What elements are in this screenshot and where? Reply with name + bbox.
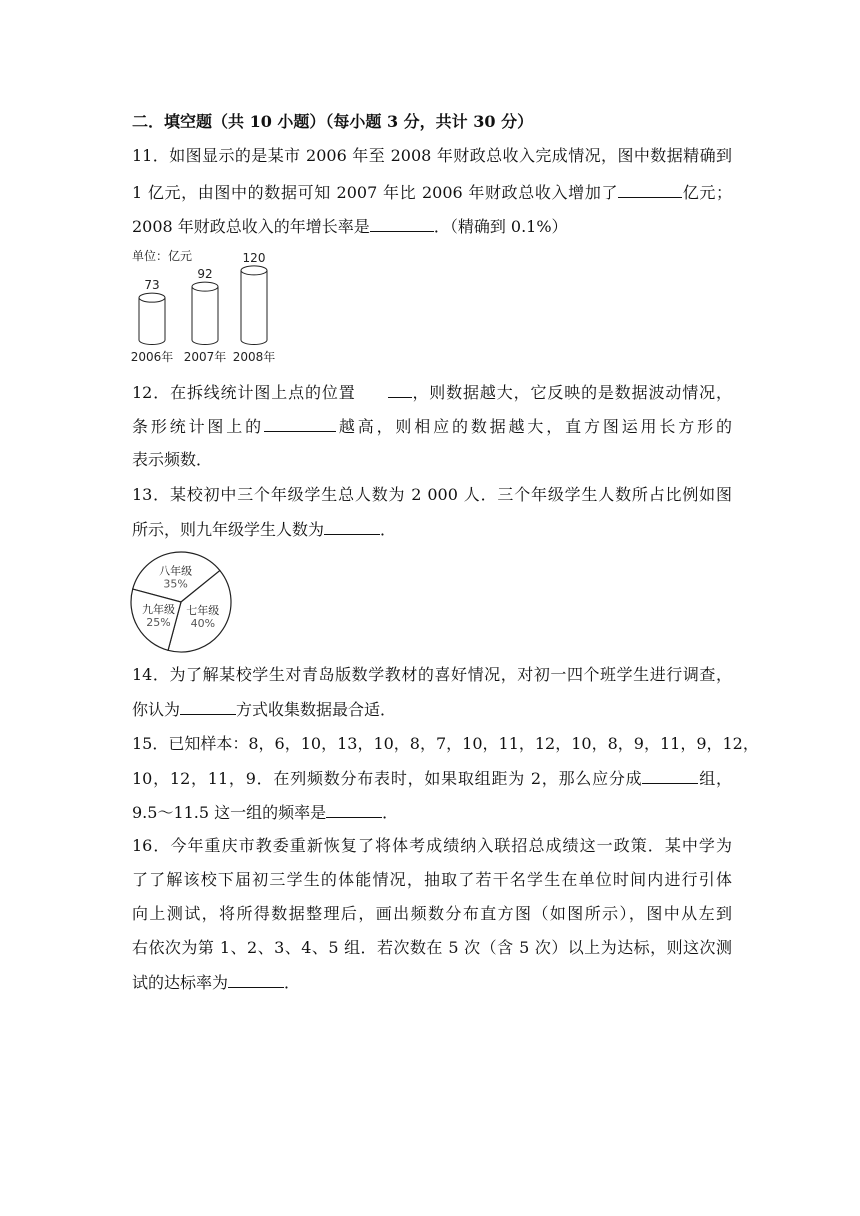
- q12-line-2-end: 越高，则相应的数据越大，直方图运用长方形的: [336, 417, 732, 436]
- q16-line-2: 了了解该校下届初三学生的体能情况，抽取了若干名学生在单位时间内进行引体: [132, 870, 732, 889]
- q11-answer-blank-2: [370, 214, 434, 232]
- q16-line-1: 16．今年重庆市教委重新恢复了将体考成绩纳入联招总成绩这一政策．某中学为: [132, 836, 732, 855]
- q15-answer-blank-2: [326, 800, 382, 818]
- q16-line-5-end: ．: [284, 973, 301, 992]
- section-heading: 二．填空题（共 10 小题）（每小题 3 分，共计 30 分）: [132, 112, 534, 131]
- q13-line-2-end: ．: [380, 520, 397, 539]
- q14-answer-blank: [180, 697, 236, 715]
- q11-line-2-end: 亿元；: [682, 183, 732, 202]
- q15-line-3: [132, 800, 732, 825]
- pie-group: [131, 552, 231, 652]
- cylinder-bar-2006年: [139, 293, 165, 344]
- q11-line-1: 11．如图显示的是某市 2006 年至 2008 年财政总收入完成情况，图中数据精确到: [132, 146, 732, 165]
- q15-line-2: [132, 766, 732, 791]
- q13-line-2: [132, 517, 732, 542]
- q13-line-2-text: 所示，则九年级学生人数为: [132, 520, 325, 539]
- q12-answer-blank-1: [388, 380, 412, 398]
- q13-answer-blank: [324, 517, 380, 535]
- q16-answer-blank: [228, 970, 284, 988]
- q11-line-3: [132, 214, 732, 239]
- q11-line-3-end: ．（精确到 0.1%）: [433, 217, 568, 236]
- revenue-cylinder-chart: [126, 244, 296, 372]
- cylinder-category-label: 2007年: [183, 350, 227, 364]
- q12-answer-blank-2: [264, 414, 336, 432]
- q12-line-2-text: 条形统计图上的: [132, 417, 264, 436]
- cylinder-value-label: 120: [242, 250, 266, 265]
- pie-slice-percent: 40%: [190, 617, 216, 631]
- q16-line-5-text: 试的达标率为: [132, 973, 229, 992]
- cylinder-bar-2007年: [192, 282, 218, 344]
- cylinder-category-label: 2006年: [130, 350, 174, 364]
- cylinder-group: [131, 251, 276, 364]
- q12-line-1-text: 12．在拆线统计图上点的位置: [132, 383, 356, 402]
- q13-line-1: 13．某校初中三个年级学生总人数为 2 000 人．三个年级学生人数所占比例如图: [132, 485, 732, 504]
- q14-line-1: 14．为了解某校学生对青岛版数学教材的喜好情况，对初一四个班学生进行调查，: [132, 665, 732, 684]
- q15-line-2-end: 组，: [698, 769, 732, 788]
- pie-slice-label: 七年级: [186, 604, 220, 618]
- cylinder-value-label: 73: [144, 278, 160, 293]
- q16-line-3: 向上测试，将所得数据整理后，画出频数分布直方图（如图所示），图中从左到: [132, 904, 732, 923]
- q14-line-2: [132, 697, 732, 722]
- pie-slice-label: 八年级: [159, 564, 193, 578]
- pie-slice-percent: 35%: [163, 577, 188, 591]
- q14-line-2-end: 方式收集数据最合适．: [236, 700, 397, 719]
- q11-line-3-text: 2008 年财政总收入的年增长率是: [132, 217, 370, 236]
- pie-slice-percent: 25%: [146, 616, 171, 629]
- cylinder-category-label: 2008年: [232, 350, 276, 364]
- pie-slice-label: 九年级: [141, 603, 175, 616]
- chart-unit-label: 单位：亿元: [132, 249, 193, 263]
- q11-line-2: [132, 180, 732, 205]
- cylinder-value-label: 92: [197, 267, 213, 282]
- q15-answer-blank-1: [642, 766, 698, 784]
- q15-line-3-text: 9.5～11.5 这一组的频率是: [132, 803, 327, 822]
- cylinder-bar-2008年: [241, 266, 267, 345]
- q12-line-2: [132, 414, 732, 439]
- grade-pie-chart: [126, 550, 250, 654]
- q11-answer-blank-1: [618, 180, 682, 198]
- q16-line-5: [132, 970, 732, 995]
- q14-line-2-text: 你认为: [132, 700, 181, 719]
- q15-line-3-end: ．: [382, 803, 399, 822]
- q16-line-4: 右依次为第 1、2、3、4、5 组．若次数在 5 次（含 5 次）以上为达标，则这次测: [132, 938, 732, 957]
- q15-line-1: 15．已知样本：8，6，10，13，10，8，7，10，11，12，10，8，9，11，9，12，: [132, 734, 759, 753]
- q12-line-3: 表示频数．: [132, 450, 213, 469]
- q12-line-1: [132, 380, 732, 405]
- q15-line-2-text: 10，12，11，9．在列频数分布表时，如果取组距为 2，那么应分成: [132, 769, 643, 788]
- q12-line-1-end: ，则数据越大，它反映的是数据波动情况，: [411, 383, 732, 402]
- q11-line-2-text: 1 亿元，由图中的数据可知 2007 年比 2006 年财政总收入增加了: [132, 183, 619, 202]
